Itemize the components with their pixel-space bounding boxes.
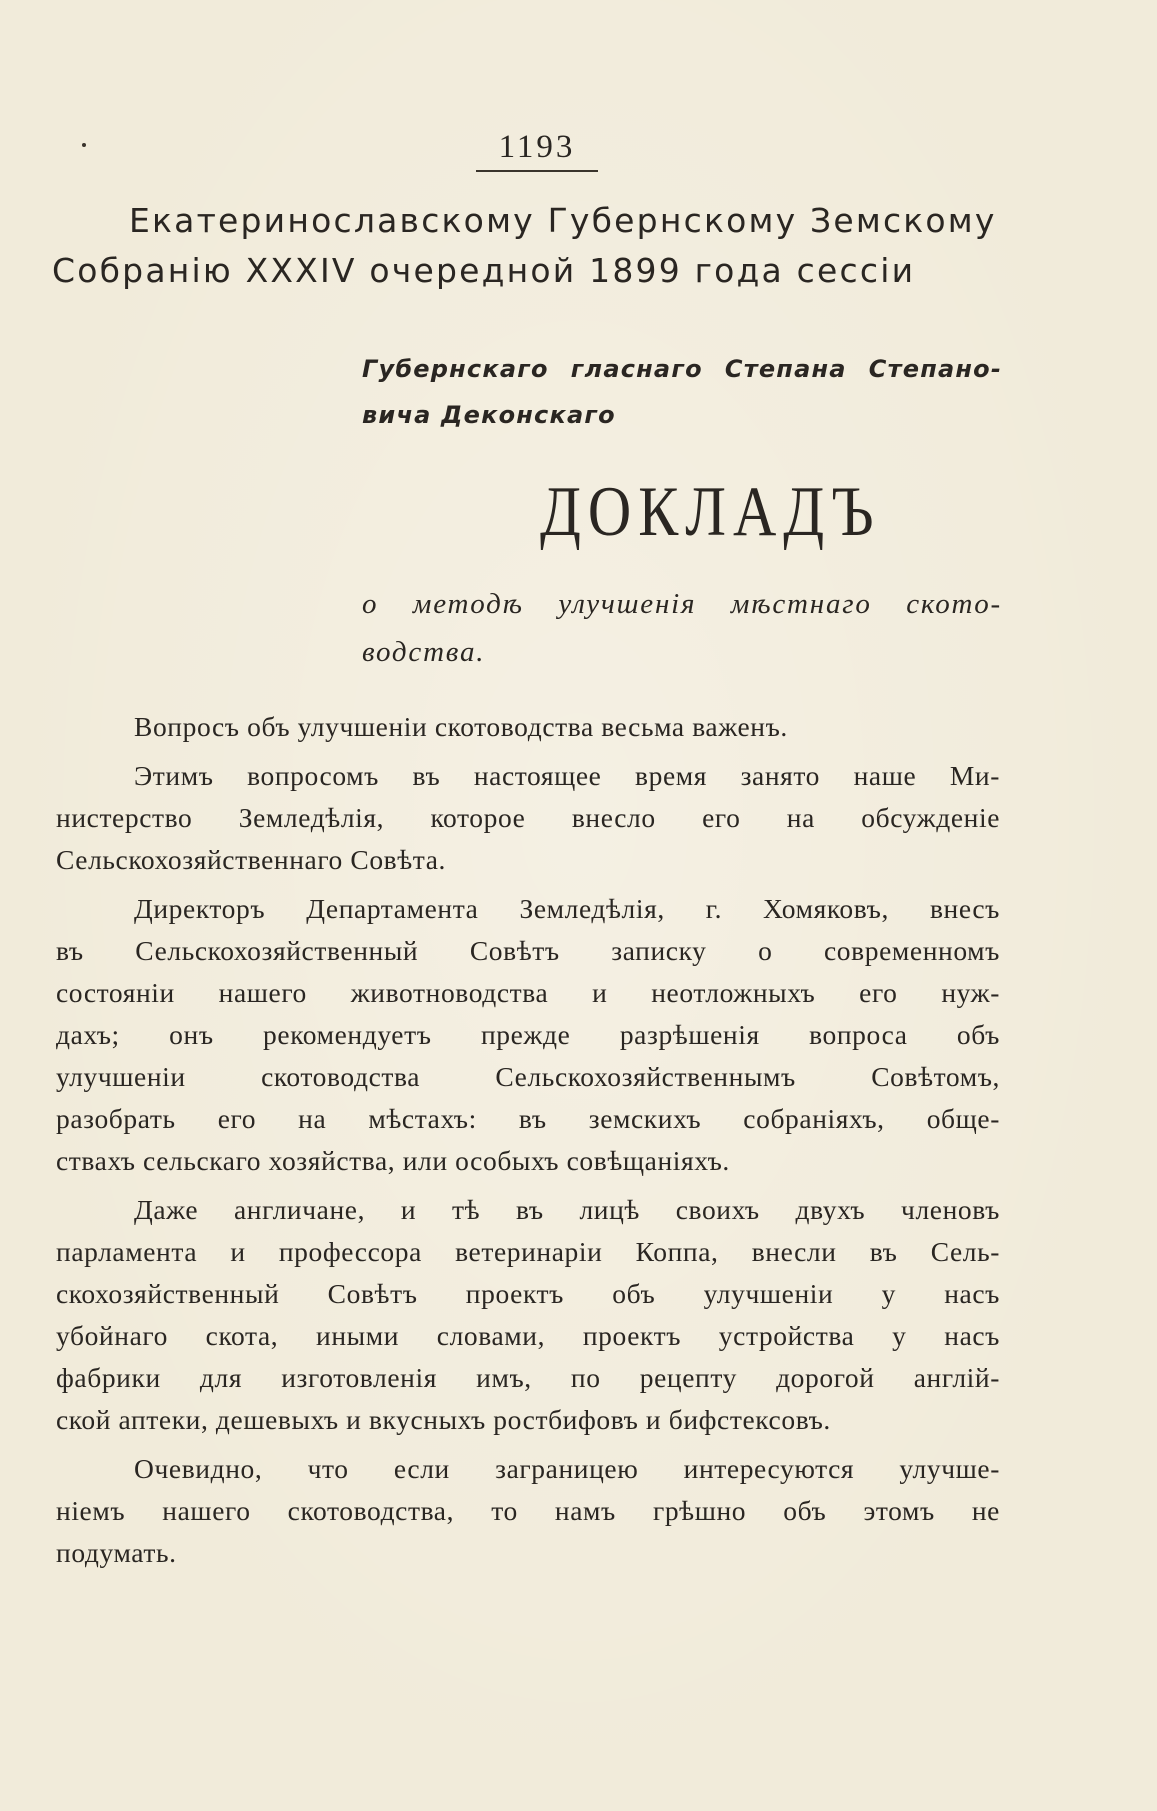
text-line: убойнаго скота, иными словами, проектъ устройства у насъ xyxy=(56,1320,1000,1351)
paragraph-gap xyxy=(56,881,1000,888)
subtitle xyxy=(362,580,1002,676)
paragraph-gap xyxy=(56,1441,1000,1448)
text-line: ской аптеки, дешевыхъ и вкусныхъ ростбифовъ и бифстексовъ. xyxy=(56,1404,831,1435)
heading xyxy=(52,196,1002,296)
text-line: дахъ; онъ рекомендуетъ прежде разрѣшенія вопроса объ xyxy=(56,1019,1000,1050)
text-line: фабрики для изготовленія имъ, по рецепту дорогой англій- xyxy=(56,1362,1000,1393)
text-line: Очевидно, что если заграницею интересуются улучше- xyxy=(134,1453,1000,1484)
text-line: Даже англичане, и тѣ въ лицѣ своихъ двухъ членовъ xyxy=(134,1194,1000,1225)
paragraph-gap xyxy=(56,748,1000,755)
author-byline xyxy=(362,346,1002,438)
author-line-1: Губернскаго гласнаго Степана Степано- xyxy=(362,355,1002,383)
text-line: улучшеніи скотоводства Сельскохозяйственнымъ Совѣтомъ, xyxy=(56,1061,1000,1092)
author-line-2: вича Деконскаго xyxy=(362,401,616,429)
page-number-rule xyxy=(476,170,598,172)
heading-line-1: Екатеринославскому Губернскому Земскому xyxy=(129,201,997,240)
text-line: Вопросъ объ улучшеніи скотоводства весьма важенъ. xyxy=(134,711,788,742)
document-title: ДОКЛАДЪ xyxy=(540,472,881,551)
paragraph xyxy=(56,1448,1000,1574)
page-number: 1193 xyxy=(498,129,576,165)
heading-line-2: Собранію XXXIV очередной 1899 года сессіи xyxy=(52,251,916,290)
paragraph xyxy=(56,1189,1000,1441)
paragraph xyxy=(56,888,1000,1182)
text-line: ствахъ сельскаго хозяйства, или особыхъ совѣщаніяхъ. xyxy=(56,1145,730,1176)
text-line: Сельскохозяйственнаго Совѣта. xyxy=(56,844,447,875)
text-line: скохозяйственный Совѣтъ проектъ объ улучшеніи у насъ xyxy=(56,1278,1000,1309)
paragraph-gap xyxy=(56,1182,1000,1189)
text-line: подумать. xyxy=(56,1537,177,1568)
text-line: нистерство Земледѣлія, которое внесло его на обсужденіе xyxy=(56,802,1000,833)
text-line: Директоръ Департамента Земледѣлія, г. Хомяковъ, внесъ xyxy=(134,893,1000,924)
text-line: разобрать его на мѣстахъ: въ земскихъ собраніяхъ, обще- xyxy=(56,1103,1000,1134)
subtitle-line-1: о методѣ улучшенія мѣстнаго ското- xyxy=(362,588,1002,620)
text-line: состояніи нашего животноводства и неотложныхъ его нуж- xyxy=(56,977,1000,1008)
text-line: парламента и профессора ветеринаріи Коппа, внесли въ Сель- xyxy=(56,1236,1000,1267)
text-line: въ Сельскохозяйственный Совѣтъ записку о современномъ xyxy=(56,935,1000,966)
subtitle-line-2: водства. xyxy=(362,636,486,668)
text-line: Этимъ вопросомъ въ настоящее время занято наше Ми- xyxy=(134,760,1000,791)
paragraph xyxy=(56,706,1000,748)
paragraph xyxy=(56,755,1000,881)
text-line: ніемъ нашего скотоводства, то намъ грѣшно объ этомъ не xyxy=(56,1495,1000,1526)
body-text xyxy=(56,706,1000,1574)
margin-dot xyxy=(82,143,86,147)
